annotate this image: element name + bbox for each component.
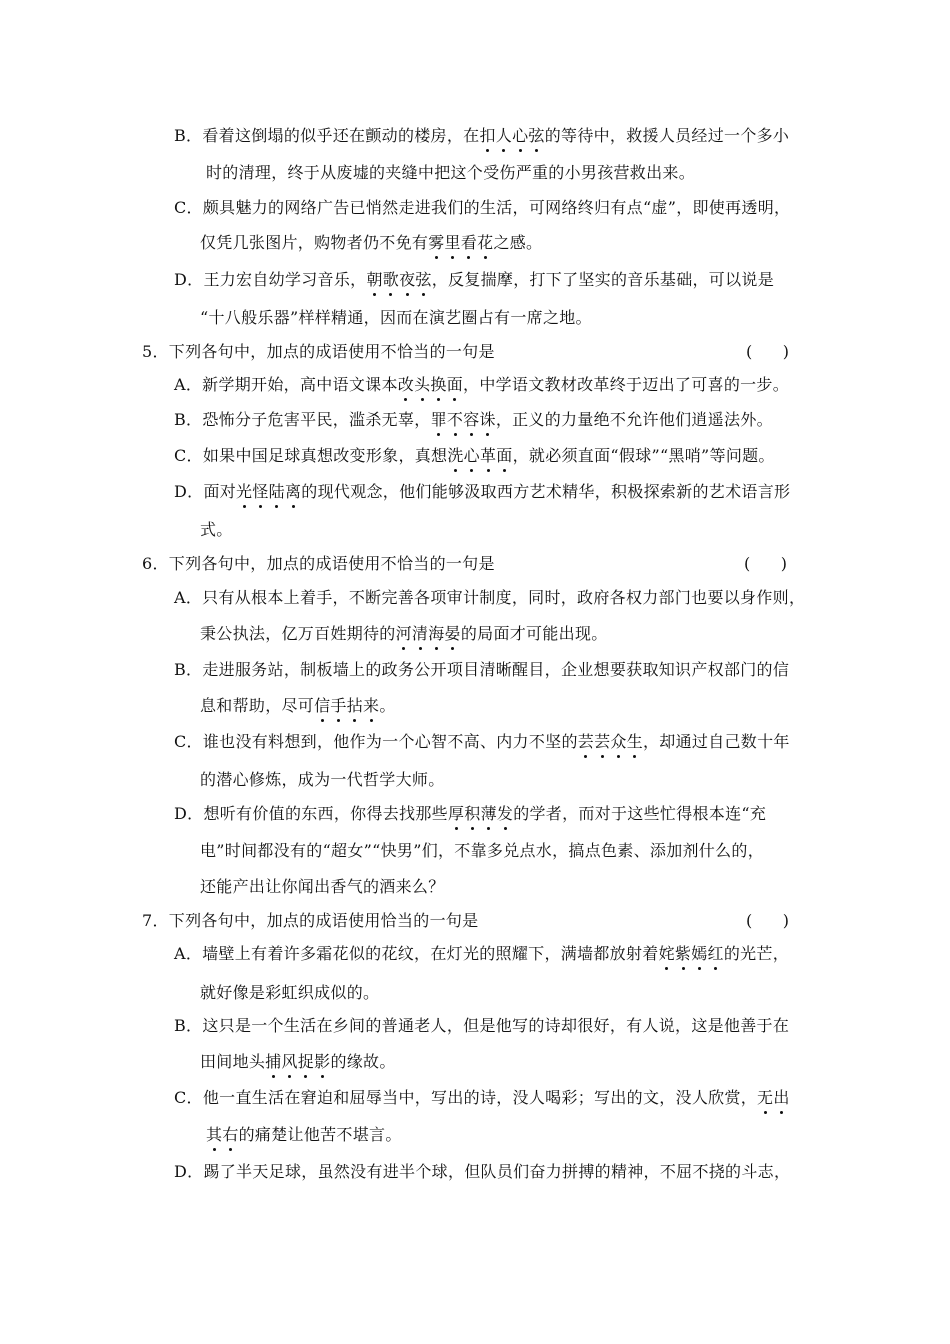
emphasized-char: 花 — [477, 233, 494, 252]
q7-option-b-line1: B．这只是一个生活在乡间的普通老人，但是他写的诗却很好，有人说，这是他善于在 — [174, 1016, 790, 1035]
emphasized-char: 姹 — [658, 944, 675, 963]
emphasized-char: 海 — [428, 624, 445, 643]
emphasized-char: 心 — [512, 126, 529, 145]
q5-answer-parens: ( ) — [746, 342, 789, 361]
emphasized-char: 河 — [395, 624, 412, 643]
q5-option-a: A．新学期开始，高中语文课本改头换面，中学语文教材改革终于迈出了可喜的一步。 — [174, 375, 790, 394]
emphasized-char: 生 — [626, 732, 643, 751]
emphasized-char: 心 — [463, 446, 480, 465]
q5-option-d-line1: D．面对光怪陆离的现代观念，他们能够汲取西方艺术精华，积极探索新的艺术语言形 — [174, 482, 791, 501]
emphasized-char: 看 — [460, 233, 478, 252]
q7-answer-parens: ( ) — [746, 911, 789, 930]
q6-option-d-line1: D．想听有价值的东西，你得去找那些厚积薄发的学者，而对于这些忙得根本连“充 — [174, 804, 767, 823]
q7-option-d-line1: D．踢了半天足球，虽然没有进半个球，但队员们奋力拼搏的精神，不屈不挠的斗志， — [174, 1162, 791, 1181]
emphasized-char: 罪 — [430, 410, 447, 429]
q7-option-a-line1: A．墙壁上有着许多霜花似的花纹，在灯光的照耀下，满墙都放射着姹紫嫣红的光芒， — [174, 944, 790, 963]
q6-option-b-line1: B．走进服务站，制板墙上的政务公开项目清晰醒目，企业想要获取知识产权部门的信 — [174, 660, 790, 679]
q6-option-c-line2: 的潜心修炼，成为一代哲学大师。 — [200, 770, 445, 789]
emphasized-char: 里 — [444, 233, 461, 252]
emphasized-char: 容 — [463, 410, 480, 429]
emphasized-char: 众 — [610, 732, 627, 751]
q7-stem: 7．下列各句中，加点的成语使用恰当的一句是 — [142, 911, 479, 930]
q4-option-c-line2: 仅凭几张图片，购物者仍不免有雾里看花之感。 — [200, 233, 543, 252]
q4-option-d-line1: D．王力宏自幼学习音乐，朝歌夜弦，反复揣摩，打下了坚实的音乐基础，可以说是 — [174, 270, 775, 289]
q6-option-d-line3: 还能产出让你闻出香气的酒来么？ — [200, 877, 445, 896]
emphasized-char: 怪 — [252, 482, 269, 501]
emphasized-char: 捉 — [297, 1052, 315, 1071]
emphasized-char: 紫 — [674, 944, 692, 963]
emphasized-char: 来 — [363, 696, 380, 715]
q6-answer-parens: ( ) — [744, 554, 787, 573]
q5-stem: 5．下列各句中，加点的成语使用不恰当的一句是 — [142, 342, 495, 361]
emphasized-char: 芸 — [577, 732, 595, 751]
emphasized-char: 革 — [479, 446, 497, 465]
emphasized-char: 面 — [496, 446, 513, 465]
q5-option-c: C．如果中国足球真想改变形象，真想洗心革面，就必须直面“假球”“黑哨”等问题。 — [174, 446, 775, 465]
q7-option-c-line2: 其右的痛楚让他苦不堪言。 — [206, 1125, 402, 1144]
q6-option-d-line2: 电”时间都没有的“超女”“快男”们，不靠多兑点水，搞点色素、添加剂什么的， — [200, 841, 764, 860]
q6-option-b-line2: 息和帮助，尽可信手拈来。 — [200, 696, 396, 715]
emphasized-char: 芸 — [594, 732, 611, 751]
emphasized-char: 换 — [430, 375, 447, 394]
emphasized-char: 厚 — [447, 804, 465, 823]
emphasized-char: 改 — [397, 375, 415, 394]
q4-option-b-line2: 时的清理，终于从废墟的夹缝中把这个受伤严重的小男孩营救出来。 — [206, 163, 696, 182]
q5-option-d-line2: 式。 — [200, 520, 233, 539]
emphasized-char: 晏 — [444, 624, 461, 643]
emphasized-char: 面 — [446, 375, 464, 394]
q7-option-b-line2: 田间地头捕风捉影的缘故。 — [200, 1052, 396, 1071]
emphasized-char: 陆 — [268, 482, 285, 501]
emphasized-char: 洗 — [447, 446, 464, 465]
emphasized-char: 光 — [236, 482, 253, 501]
q6-option-a-line2: 秉公执法，亿万百姓期待的河清海晏的局面才可能出现。 — [200, 624, 608, 643]
q6-option-a-line1: A．只有从根本上着手，不断完善各项审计制度，同时，政府各权力部门也要以身作则， — [174, 588, 806, 607]
emphasized-char: 人 — [495, 126, 513, 145]
emphasized-char: 右 — [222, 1125, 239, 1144]
emphasized-char: 清 — [411, 624, 429, 643]
emphasized-char: 弦 — [415, 270, 432, 289]
q6-option-c-line1: C．谁也没有料想到，他作为一个心智不高、内力不坚的芸芸众生，却通过自己数十年 — [174, 732, 790, 751]
emphasized-char: 手 — [330, 696, 347, 715]
q6-stem: 6．下列各句中，加点的成语使用不恰当的一句是 — [142, 554, 495, 573]
emphasized-char: 影 — [314, 1052, 331, 1071]
emphasized-char: 朝 — [366, 270, 383, 289]
emphasized-char: 雾 — [428, 233, 445, 252]
emphasized-char: 发 — [496, 804, 514, 823]
q4-option-b-line1: B．看着这倒塌的似乎还在颤动的楼房，在扣人心弦的等待中，救援人员经过一个多小 — [174, 126, 790, 145]
emphasized-char: 无 — [757, 1088, 774, 1107]
emphasized-char: 拈 — [346, 696, 364, 715]
q5-option-b: B．恐怖分子危害平民，滥杀无辜，罪不容诛，正义的力量绝不允许他们逍遥法外。 — [174, 410, 773, 429]
emphasized-char: 捕 — [265, 1052, 282, 1071]
emphasized-char: 头 — [414, 375, 431, 394]
emphasized-char: 扣 — [479, 126, 496, 145]
emphasized-char: 出 — [773, 1088, 790, 1107]
emphasized-char: 风 — [281, 1052, 298, 1071]
emphasized-char: 积 — [464, 804, 481, 823]
emphasized-char: 信 — [314, 696, 331, 715]
emphasized-char: 弦 — [528, 126, 545, 145]
q7-option-a-line2: 就好像是彩虹织成似的。 — [200, 983, 380, 1002]
q4-option-d-line2: “十八般乐器”样样精通，因而在演艺圈占有一席之地。 — [200, 308, 592, 327]
emphasized-char: 歌 — [382, 270, 400, 289]
q7-option-c-line1: C．他一直生活在窘迫和屈辱当中，写出的诗，没人喝彩；写出的文，没人欣赏，无出 — [174, 1088, 790, 1107]
emphasized-char: 嫣 — [691, 944, 708, 963]
emphasized-char: 夜 — [399, 270, 416, 289]
emphasized-char: 薄 — [480, 804, 497, 823]
emphasized-char: 其 — [206, 1125, 223, 1144]
q4-option-c-line1: C．颇具魅力的网络广告已悄然走进我们的生活，可网络终归有点“虚”，即使再透明， — [174, 198, 791, 217]
emphasized-char: 红 — [707, 944, 724, 963]
emphasized-char: 不 — [446, 410, 464, 429]
emphasized-char: 离 — [284, 482, 302, 501]
emphasized-char: 诛 — [479, 410, 496, 429]
